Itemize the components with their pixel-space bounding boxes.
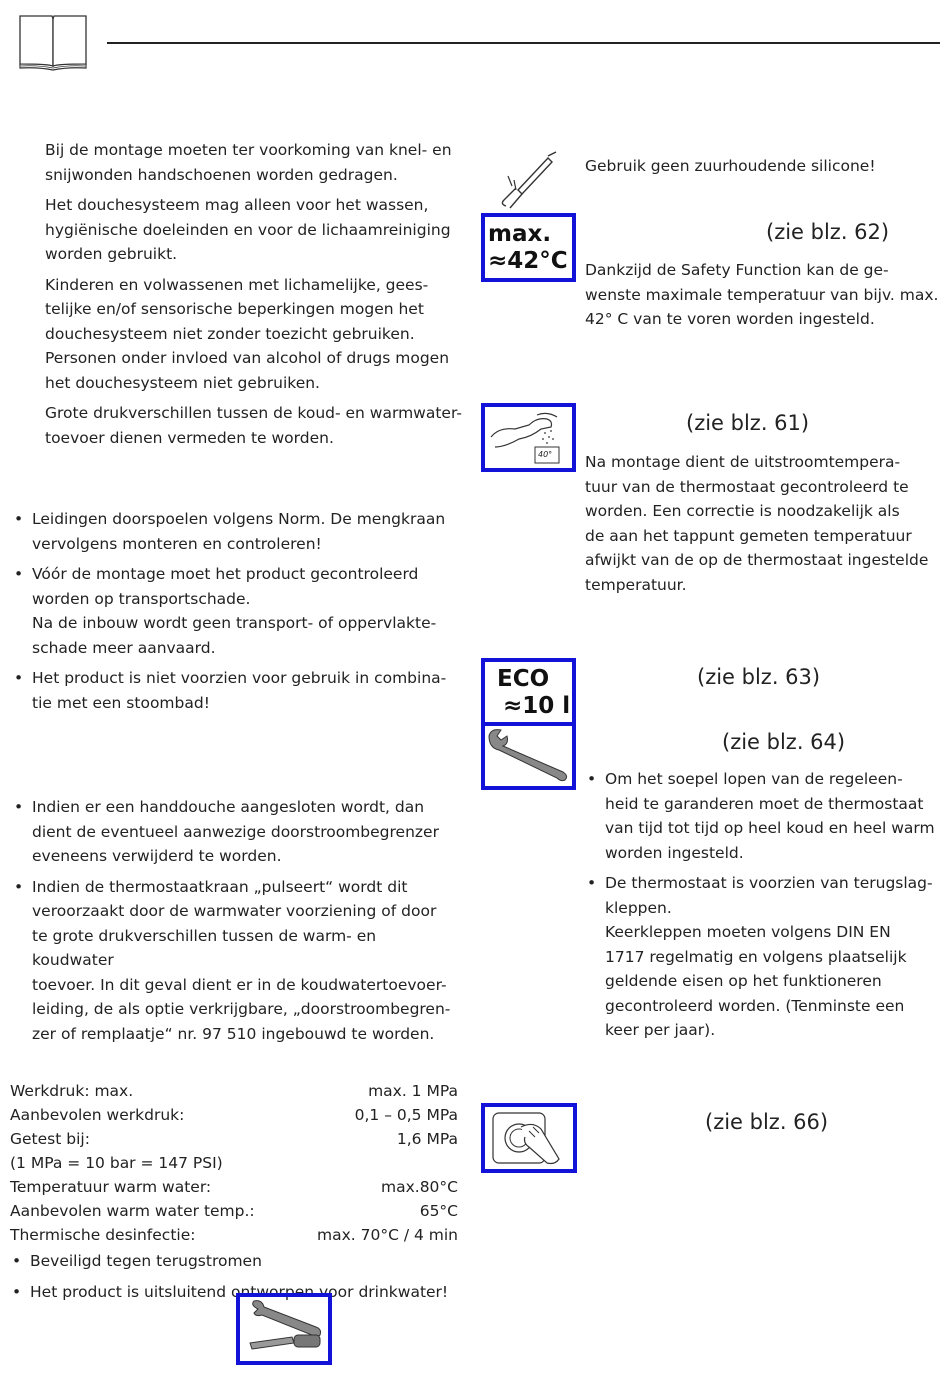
safety-section <box>45 138 465 456</box>
tools-icon <box>236 1293 332 1365</box>
thermometer-reading: 40° <box>538 450 553 459</box>
spec-row <box>10 1079 458 1103</box>
spec-row <box>10 1223 458 1247</box>
list-item: • Indien de thermostaatkraan „pulseert“ wordt dit veroorzaakt door de warmwater voorziening of door te grote drukverschillen tussen de warm- en koudwater toevoer. In dit geval dient er in de koudwatertoevoer- leiding, de als optie verkrijgbare, „doorstroombegren- zer of remplaatje“ nr. 97 510 ingebouwd te worden. <box>12 875 462 1047</box>
spec-value: 0,1 – 0,5 MPa <box>354 1106 458 1124</box>
instructions-section <box>12 795 462 1052</box>
list-item: • Om het soepel lopen van de regeleen- heid te garanderen moet de thermostaat van tijd tot tijd op heel koud en heel warm worden ingesteld. <box>585 767 945 865</box>
max-temp-badge <box>481 213 576 282</box>
spec-value: 1,6 MPa <box>396 1130 458 1148</box>
spec-value: 65°C <box>419 1202 458 1220</box>
service-section <box>585 767 945 1049</box>
spec-label: Werkdruk: max. <box>10 1082 134 1100</box>
page-reference: (zie blz. 64) <box>722 730 846 754</box>
adjust-text: Na montage dient de uitstroomtempera- tuur van de thermostaat gecontroleerd te worden. Een correctie is noodzakelijk als de aan het tappunt gemeten temperatuur afwijkt van de op de thermostaat ingestelde temperatuur. <box>585 453 929 594</box>
header-rule <box>107 42 940 44</box>
thermostat-knob-icon <box>481 1103 577 1173</box>
eco-badge <box>481 658 576 726</box>
list-item: • Het product is niet voorzien voor gebruik in combina- tie met een stoombad! <box>12 666 462 715</box>
spec-label: Thermische desinfectie: <box>10 1226 196 1244</box>
safety-function-text: Dankzijd de Safety Function kan de ge- wenste maximale temperatuur van bijv. max. 42° C van te voren worden ingesteld. <box>585 261 939 328</box>
spec-row <box>10 1103 458 1127</box>
spec-value: max. 1 MPa <box>368 1082 458 1100</box>
safety-paragraph: Grote drukverschillen tussen de koud- en warmwater- toevoer dienen vermeden te worden. <box>45 404 462 447</box>
badge-line: ≈42°C <box>488 248 568 274</box>
safety-paragraph: Het douchesysteem mag alleen voor het wassen, hygiënische doeleinden en voor de lichaamreiniging worden gebruikt. <box>45 196 451 263</box>
spec-value: max.80°C <box>381 1178 458 1196</box>
tech-specs <box>10 1079 458 1310</box>
spec-label: Getest bij: <box>10 1130 90 1148</box>
list-item: • Indien er een handdouche aangesloten wordt, dan dient de eventueel aanwezige doorstroombegrenzer eveneens verwijderd te worden. <box>12 795 462 869</box>
badge-line: ≈10 l <box>503 693 571 719</box>
page-reference: (zie blz. 61) <box>686 411 810 435</box>
spec-label: (1 MPa = 10 bar = 147 PSI) <box>10 1154 223 1172</box>
book-icon <box>18 14 88 80</box>
list-item: • De thermostaat is voorzien van terugslag- kleppen. Keerkleppen moeten volgens DIN EN 1717 regelmatig en volgens plaatselijk geldende eisen op het funktioneren gecontroleerd worden. (Tenminste een keer per jaar). <box>585 871 945 1043</box>
page-reference: (zie blz. 63) <box>697 665 821 689</box>
list-item: • Beveiligd tegen terugstromen <box>10 1249 458 1274</box>
mounting-section <box>12 507 462 721</box>
badge-line: ECO <box>497 666 550 692</box>
badge-line: max. <box>488 221 552 247</box>
spec-row <box>10 1151 458 1175</box>
safety-paragraph: Kinderen en volwassenen met lichamelijke, gees- telijke en/of sensorische beperkingen mogen het douchesysteem niet zonder toezicht gebruiken. Personen onder invloed van alcohol of drugs mogen het douchesysteem niet gebruiken. <box>45 275 450 392</box>
silicone-warning: Gebruik geen zuurhoudende silicone! <box>585 157 876 175</box>
page-reference: (zie blz. 66) <box>705 1110 829 1134</box>
safety-paragraph: Bij de montage moeten ter voorkoming van knel- en snijwonden handschoenen worden gedragen. <box>45 141 452 184</box>
list-item: • Vóór de montage moet het product gecontroleerd worden op transportschade. Na de inbouw wordt geen transport- of oppervlakte- schade meer aanvaard. <box>12 562 462 660</box>
spec-label: Aanbevolen werkdruk: <box>10 1106 185 1124</box>
spec-row <box>10 1199 458 1223</box>
spec-row <box>10 1175 458 1199</box>
page-reference: (zie blz. 62) <box>766 220 890 244</box>
spec-label: Aanbevolen warm water temp.: <box>10 1202 255 1220</box>
list-item: • Leidingen doorspoelen volgens Norm. De mengkraan vervolgens monteren en controleren! <box>12 507 462 556</box>
wrench-icon <box>481 722 576 790</box>
shower-thermometer-icon <box>481 403 576 472</box>
silicone-gun-icon <box>498 150 558 218</box>
spec-value: max. 70°C / 4 min <box>316 1226 458 1244</box>
spec-row <box>10 1127 458 1151</box>
list-item: • Het product is uitsluitend ontworpen voor drinkwater! <box>10 1280 458 1305</box>
spec-label: Temperatuur warm water: <box>10 1178 212 1196</box>
